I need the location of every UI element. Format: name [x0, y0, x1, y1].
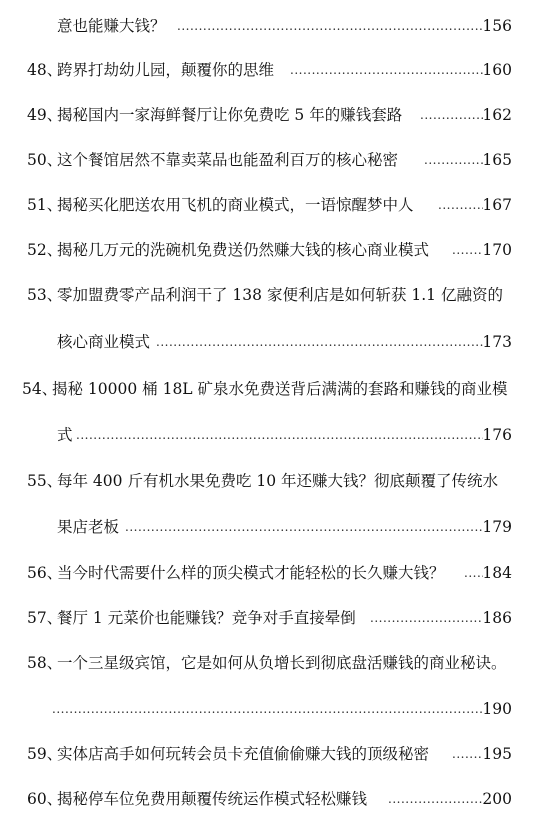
page-number: 167: [482, 196, 512, 214]
toc-line: [0, 103, 540, 127]
toc-entry-number: 55、: [27, 472, 63, 490]
toc-entry-text: 揭秘买化肥送农用飞机的商业模式，一语惊醒梦中人: [57, 196, 414, 214]
toc-line: [0, 148, 540, 172]
toc-entry-text: 揭秘几万元的洗碗机免费送仍然赚大钱的核心商业模式: [57, 241, 430, 259]
toc-entry-text: 零加盟费零产品利润干了 138 家便利店是如何斩获 1.1 亿融资的: [57, 286, 503, 304]
dot-leader: [452, 742, 483, 766]
toc-entry-number: 58、: [27, 654, 63, 672]
page-number: 200: [482, 790, 512, 808]
toc-line: [0, 330, 540, 354]
page-number: 179: [482, 518, 512, 536]
page-number: 176: [482, 426, 512, 444]
toc-entry-text: 当今时代需要什么样的顶尖模式才能轻松的长久赚大钱？: [57, 564, 445, 582]
dot-leader: [156, 330, 483, 354]
toc-line: [0, 561, 540, 585]
toc-entry-text: 意也能赚大钱？: [57, 17, 166, 35]
dot-leader: [52, 697, 483, 721]
toc-entry-text: 揭秘 10000 桶 18L 矿泉水免费送背后满满的套路和赚钱的商业模: [52, 380, 508, 398]
dot-leader: [76, 423, 483, 447]
toc-entry-number: 56、: [27, 564, 63, 582]
toc-line: [0, 606, 540, 630]
toc-line: [0, 283, 540, 307]
toc-entry-number: 50、: [27, 151, 63, 169]
page-number: 160: [482, 61, 512, 79]
toc-entry-number: 48、: [27, 61, 63, 79]
dot-leader: [452, 238, 483, 262]
page-number: 195: [482, 745, 512, 763]
toc-line: [0, 697, 540, 721]
toc-entry-text: 这个餐馆居然不靠卖菜品也能盈利百万的核心秘密: [57, 151, 399, 169]
toc-entry-text: 每年 400 斤有机水果免费吃 10 年还赚大钱？彻底颠覆了传统水: [57, 472, 499, 490]
toc-entry-text: 果店老板: [57, 518, 120, 536]
page-number: 190: [482, 700, 512, 718]
dot-leader: [370, 606, 483, 630]
toc-entry-number: 54、: [22, 380, 58, 398]
toc-line: [0, 515, 540, 539]
toc-line: [0, 787, 540, 811]
page-number: 170: [482, 241, 512, 259]
toc-entry-text: 餐厅 1 元菜价也能赚钱？竞争对手直接晕倒: [57, 609, 356, 627]
page-number: 173: [482, 333, 512, 351]
toc-line: [0, 423, 540, 447]
toc-line: [0, 742, 540, 766]
toc-entry-number: 52、: [27, 241, 63, 259]
toc-line: [0, 469, 540, 493]
toc-entry-text: 一个三星级宾馆，它是如何从负增长到彻底盘活赚钱的商业秘诀。: [57, 654, 507, 672]
toc-entry-number: 60、: [27, 790, 63, 808]
toc-line: [0, 377, 540, 401]
page-number: 156: [482, 17, 512, 35]
toc-entry-text: 式: [57, 426, 73, 444]
toc-entry-number: 51、: [27, 196, 63, 214]
dot-leader: [388, 787, 483, 811]
dot-leader: [420, 103, 483, 127]
toc-entry-number: 49、: [27, 106, 63, 124]
toc-line: [0, 651, 540, 675]
toc-entry-text: 核心商业模式: [57, 333, 151, 351]
toc-entry-text: 揭秘国内一家海鲜餐厅让你免费吃 5 年的赚钱套路: [57, 106, 403, 124]
dot-leader: [290, 58, 483, 82]
dot-leader: [125, 515, 483, 539]
toc-entry-text: 揭秘停车位免费用颠覆传统运作模式轻松赚钱: [57, 790, 368, 808]
dot-leader: [464, 561, 483, 585]
toc-line: [0, 14, 540, 38]
page-number: 165: [482, 151, 512, 169]
dot-leader: [177, 14, 483, 38]
page-number: 184: [482, 564, 512, 582]
toc-line: [0, 193, 540, 217]
page-number: 162: [482, 106, 512, 124]
page-number: 186: [482, 609, 512, 627]
toc-entry-text: 跨界打劫幼儿园，颠覆你的思维: [57, 61, 275, 79]
dot-leader: [438, 193, 483, 217]
toc-entry-text: 实体店高手如何玩转会员卡充值偷偷赚大钱的顶级秘密: [57, 745, 430, 763]
toc-line: [0, 58, 540, 82]
toc-line: [0, 238, 540, 262]
dot-leader: [424, 148, 483, 172]
toc-entry-number: 59、: [27, 745, 63, 763]
toc-entry-number: 57、: [27, 609, 63, 627]
toc-entry-number: 53、: [27, 286, 63, 304]
